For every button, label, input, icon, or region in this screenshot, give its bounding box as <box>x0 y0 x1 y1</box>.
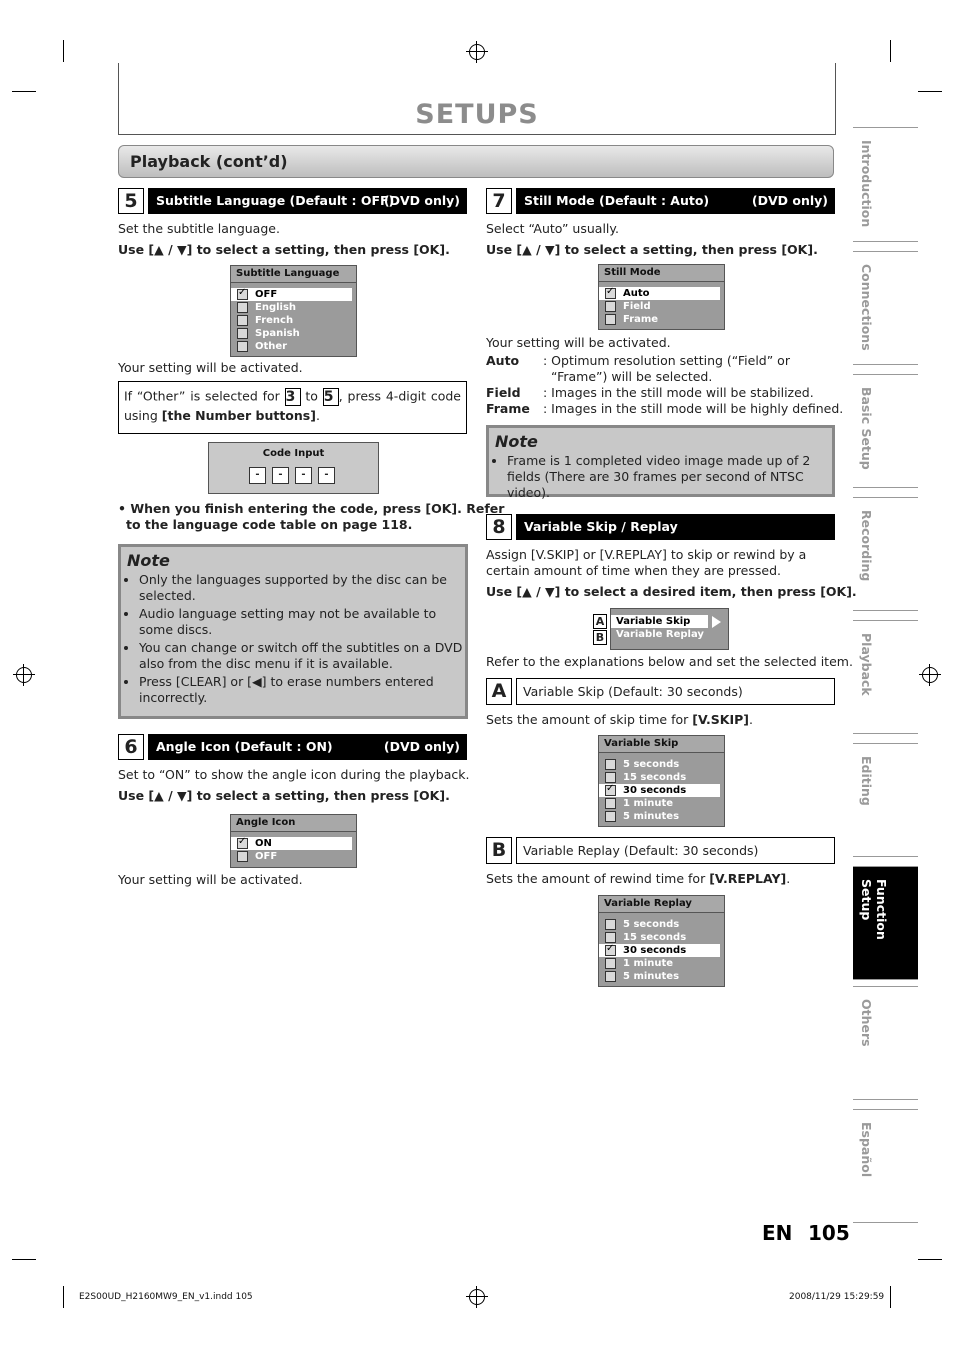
step-number: 8 <box>486 514 512 540</box>
tab-espanol[interactable]: Español <box>853 1109 918 1223</box>
other-code-box: If “Other” is selected for 3 to 5 , press 4-digit code using [the Number buttons]. <box>118 381 467 434</box>
tab-editing[interactable]: Editing <box>853 743 918 857</box>
checkbox-checked-icon <box>605 288 616 299</box>
instruction-text: Use [▲ / ▼] to select a setting, then press [OK]. <box>486 242 818 257</box>
def-desc: : Optimum resolution setting (“Field” or <box>543 353 790 368</box>
def-term: Field <box>486 385 521 400</box>
osd-option[interactable]: ✓ 30 seconds <box>599 944 720 957</box>
subsection-a <box>486 678 835 705</box>
code-digit[interactable]: - <box>249 467 266 484</box>
osd-option[interactable]: Variable Replay <box>616 629 704 640</box>
section-title: Subtitle Language (Default : OFF) <box>156 193 395 208</box>
def-desc: : Images in the still mode will be highly defined. <box>543 401 844 416</box>
registration-mark-icon <box>469 1289 485 1305</box>
osd-variable-replay <box>598 895 725 987</box>
crop-mark <box>918 91 942 92</box>
result-text: Your setting will be activated. <box>118 872 303 887</box>
crop-mark <box>12 91 36 92</box>
osd-option[interactable]: Variable Skip <box>611 615 708 628</box>
intro-text: Set the subtitle language. <box>118 221 280 236</box>
tab-others[interactable]: Others <box>853 986 918 1100</box>
checkbox-icon <box>605 301 616 312</box>
instruction-text: Use [▲ / ▼] to select a desired item, then press [OK]. <box>486 584 857 599</box>
osd-angle-icon <box>230 814 357 868</box>
osd-option[interactable]: Other <box>231 340 356 353</box>
arrow-right-icon <box>712 616 721 628</box>
checkbox-icon <box>605 971 616 982</box>
checkbox-icon <box>237 315 248 326</box>
dvd-only-tag: (DVD only) <box>383 193 460 208</box>
intro-text: Assign [V.SKIP] or [V.REPLAY] to skip or rewind by a <box>486 547 807 562</box>
refer-text: Refer to the explanations below and set the selected item. <box>486 654 853 669</box>
section-5-header <box>118 188 467 214</box>
key-3: 3 <box>285 388 301 406</box>
subsection-letter: A <box>486 678 512 705</box>
bullet-text: to the language code table on page 118. <box>126 517 413 532</box>
osd-option[interactable]: English <box>231 301 356 314</box>
checkbox-icon <box>605 919 616 930</box>
step-number: 6 <box>118 734 144 760</box>
code-digit[interactable]: - <box>318 467 335 484</box>
code-digit[interactable]: - <box>295 467 312 484</box>
osd-subtitle-language <box>230 265 357 357</box>
osd-option[interactable]: ✓ 30 seconds <box>599 784 720 797</box>
osd-title: Variable Skip <box>599 736 724 753</box>
osd-variable-skip <box>598 735 725 827</box>
note-item: • Press [CLEAR] or [◀] to erase numbers entered incorrectly. <box>139 674 465 706</box>
crop-mark <box>890 40 891 62</box>
osd-option[interactable]: Frame <box>599 313 724 326</box>
checkbox-icon <box>605 811 616 822</box>
section-title: Angle Icon (Default : ON) <box>156 739 333 754</box>
menu-letter-a: A <box>593 614 607 629</box>
instruction-text: Use [▲ / ▼] to select a setting, then press [OK]. <box>118 788 450 803</box>
osd-title: Code Input <box>262 448 325 459</box>
osd-option[interactable]: 5 minutes <box>599 810 724 823</box>
crop-mark <box>63 1286 64 1308</box>
osd-title: Still Mode <box>599 265 724 282</box>
section-title: Variable Skip / Replay <box>524 519 678 534</box>
code-digit[interactable]: - <box>272 467 289 484</box>
registration-mark-icon <box>469 44 485 60</box>
intro-text: Select “Auto” usually. <box>486 221 619 236</box>
osd-option[interactable]: ✓ OFF <box>231 288 352 301</box>
note-item: • You can change or switch off the subtitles on a DVD also from the disc menu if it is available. <box>139 640 465 672</box>
osd-code-input <box>208 442 379 494</box>
footer-date: 2008/11/29 15:29:59 <box>789 1292 885 1302</box>
def-desc: : Images in the still mode will be stabilized. <box>543 385 814 400</box>
tab-connections[interactable]: Connections <box>853 251 918 365</box>
osd-option[interactable]: French <box>231 314 356 327</box>
section-title-bar <box>516 188 835 214</box>
def-term: Frame <box>486 401 530 416</box>
checkbox-icon <box>237 341 248 352</box>
result-text: Your setting will be activated. <box>486 335 671 350</box>
note-title: Note <box>495 432 538 451</box>
checkbox-icon <box>605 958 616 969</box>
osd-option[interactable]: 5 minutes <box>599 970 724 983</box>
note-item: • Audio language setting may not be available to some discs. <box>139 606 465 638</box>
subsection-desc: Sets the amount of skip time for [V.SKIP]. <box>486 712 753 727</box>
page-language: EN <box>762 1221 793 1245</box>
osd-title: Angle Icon <box>231 815 356 832</box>
osd-option[interactable]: 1 minute <box>599 957 724 970</box>
subsection-label: Variable Skip (Default: 30 seconds) <box>516 678 835 705</box>
osd-variable-menu <box>610 608 729 650</box>
dvd-only-tag: (DVD only) <box>383 739 460 754</box>
section-6-header <box>118 734 467 760</box>
checkbox-icon <box>605 759 616 770</box>
osd-option[interactable]: 5 seconds <box>599 918 724 931</box>
osd-option[interactable]: ✓ Auto <box>599 287 720 300</box>
registration-mark-icon <box>922 667 938 683</box>
checkbox-checked-icon <box>605 785 616 796</box>
subsection-b <box>486 837 835 864</box>
registration-mark-icon <box>16 667 32 683</box>
footer-file: E2S00UD_H2160MW9_EN_v1.indd 105 <box>79 1292 253 1302</box>
osd-option[interactable]: Spanish <box>231 327 356 340</box>
intro-text: certain amount of time when they are pressed. <box>486 563 781 578</box>
crop-mark <box>12 1259 36 1260</box>
tab-introduction[interactable]: Introduction <box>853 127 918 242</box>
menu-letter-b: B <box>593 630 607 645</box>
note-item: • Frame is 1 completed video image made up of 2 fields (There are 30 frames per second of NTSC video). <box>507 453 832 501</box>
osd-option[interactable]: OFF <box>231 850 356 863</box>
checkbox-icon <box>237 328 248 339</box>
crop-mark <box>918 1259 942 1260</box>
osd-option[interactable]: 5 seconds <box>599 758 724 771</box>
def-desc: “Frame”) will be selected. <box>551 369 713 384</box>
step-number: 5 <box>118 188 144 214</box>
page-number: 105 <box>808 1221 850 1245</box>
checkbox-icon <box>605 314 616 325</box>
page-title: SETUPS <box>415 99 539 130</box>
section-title: Still Mode (Default : Auto) <box>524 193 710 208</box>
osd-option[interactable]: 1 minute <box>599 797 724 810</box>
section-title-bar <box>148 188 467 214</box>
section-header: Playback (cont’d) <box>118 145 834 178</box>
tab-playback[interactable]: Playback <box>853 620 918 734</box>
osd-title: Subtitle Language <box>231 266 356 283</box>
section-8-header <box>486 514 835 540</box>
title-frame <box>118 63 836 135</box>
checkbox-checked-icon <box>605 945 616 956</box>
result-text: Your setting will be activated. <box>118 360 303 375</box>
crop-mark <box>890 1286 891 1308</box>
osd-option[interactable]: 15 seconds <box>599 931 724 944</box>
checkbox-icon <box>237 302 248 313</box>
section-7-header <box>486 188 835 214</box>
note-box <box>486 425 835 500</box>
osd-option[interactable]: ✓ ON <box>231 837 352 850</box>
step-number: 7 <box>486 188 512 214</box>
tab-recording[interactable]: Recording <box>853 497 918 611</box>
checkbox-checked-icon <box>237 838 248 849</box>
subsection-desc: Sets the amount of rewind time for [V.REPLAY]. <box>486 871 791 886</box>
checkbox-icon <box>605 798 616 809</box>
note-box <box>118 544 468 719</box>
note-title: Note <box>127 551 170 570</box>
tab-function-setup[interactable]: Function Setup <box>853 866 918 980</box>
def-term: Auto <box>486 353 520 368</box>
osd-still-mode <box>598 264 725 330</box>
note-item: • Only the languages supported by the disc can be selected. <box>139 572 465 604</box>
checkbox-icon <box>237 851 248 862</box>
checkbox-checked-icon <box>237 289 248 300</box>
section-title-bar <box>516 514 835 540</box>
osd-option[interactable]: Field <box>599 300 724 313</box>
osd-option[interactable]: 15 seconds <box>599 771 724 784</box>
crop-mark <box>63 40 64 62</box>
osd-title: Variable Replay <box>599 896 724 913</box>
bullet-text: • When you finish entering the code, press [OK]. Refer <box>118 501 505 516</box>
subsection-label: Variable Replay (Default: 30 seconds) <box>516 837 835 864</box>
key-5: 5 <box>323 388 339 406</box>
section-title-bar <box>148 734 467 760</box>
intro-text: Set to “ON” to show the angle icon during the playback. <box>118 767 470 782</box>
dvd-only-tag: (DVD only) <box>751 193 828 208</box>
subsection-letter: B <box>486 837 512 864</box>
tab-basic-setup[interactable]: Basic Setup <box>853 374 918 488</box>
instruction-text: Use [▲ / ▼] to select a setting, then press [OK]. <box>118 242 450 257</box>
